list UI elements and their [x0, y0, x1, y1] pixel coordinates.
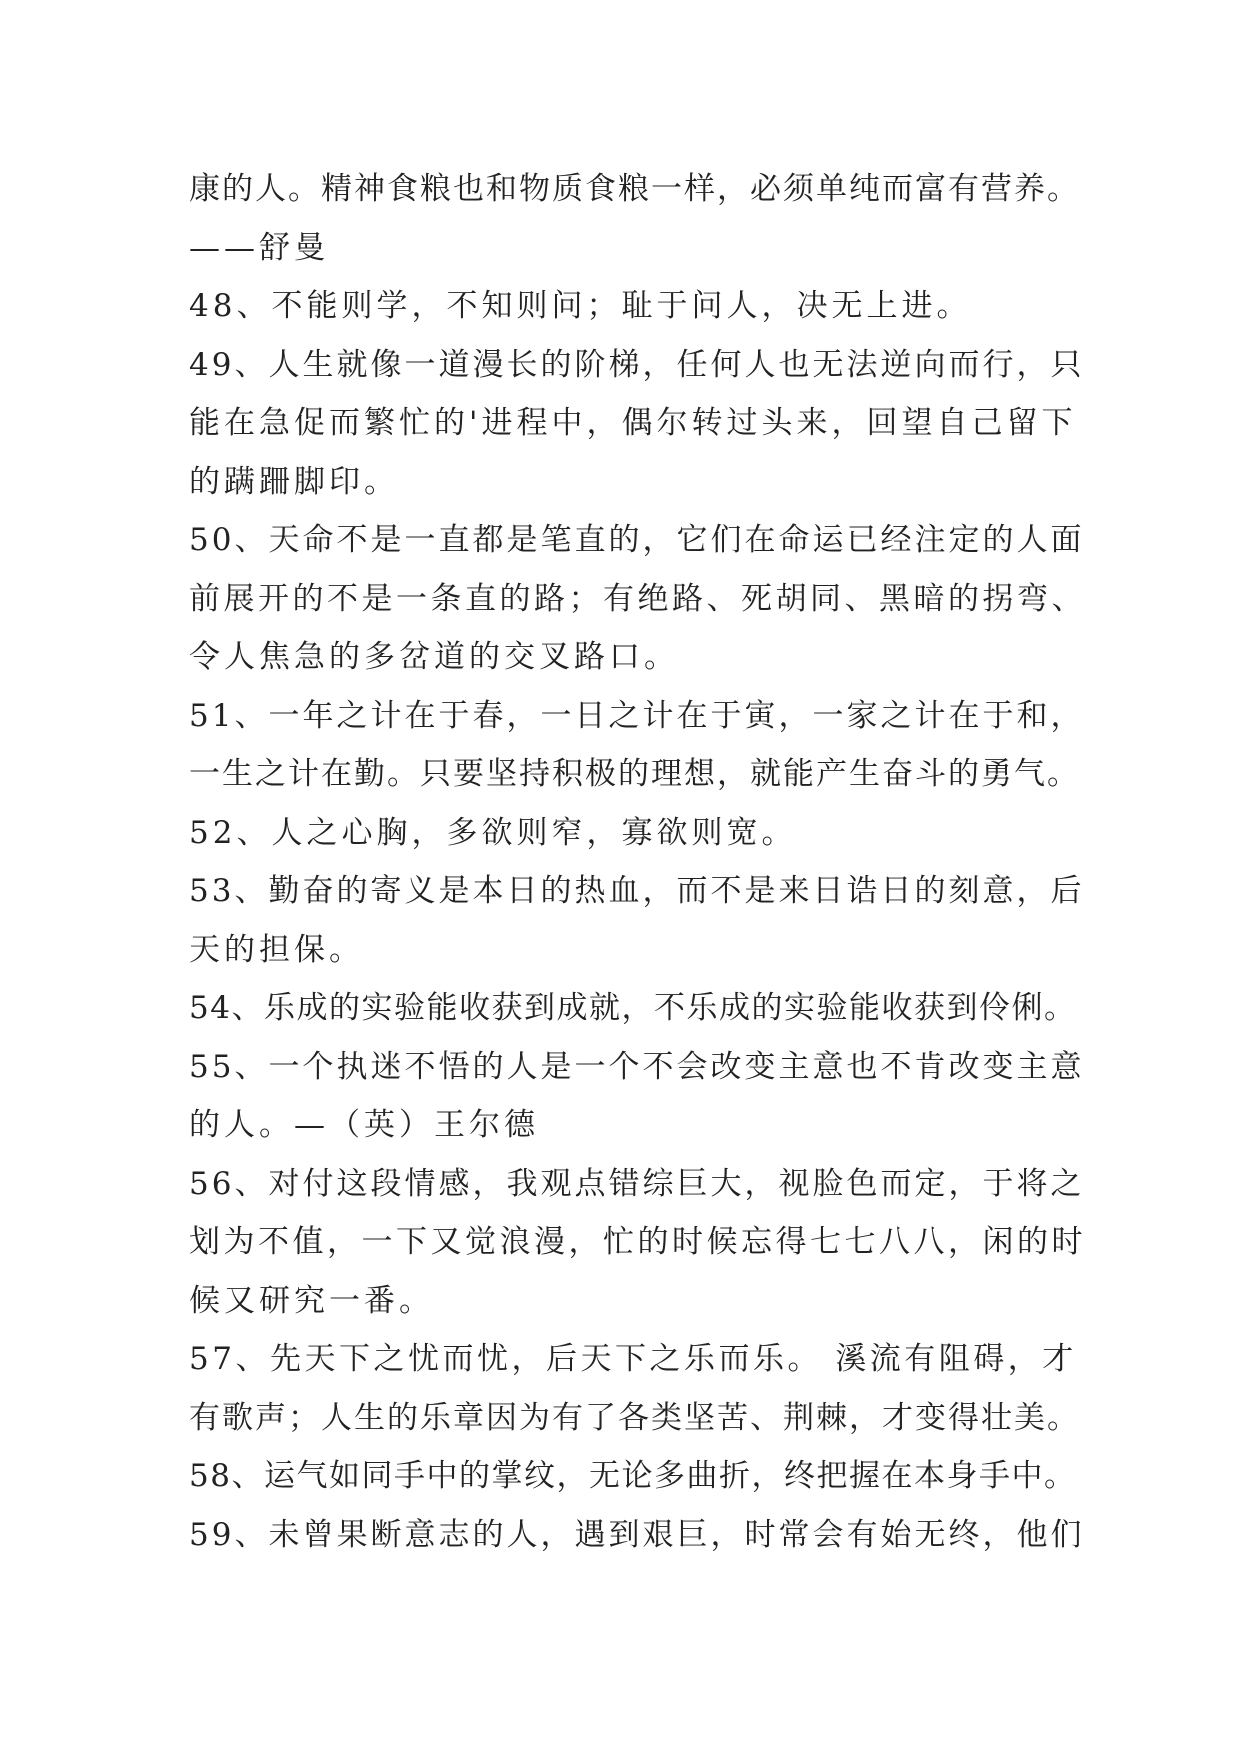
- text-line: 51、一年之计在于春，一日之计在于寅，一家之计在于和，: [189, 697, 1085, 734]
- text-line: 前展开的不是一条直的路；有绝路、死胡同、黑暗的拐弯、: [189, 580, 1086, 617]
- text-line: 57、先天下之忧而忧，后天下之乐而乐。 溪流有阻碍，才: [189, 1341, 1077, 1377]
- text-line: 56、对付这段情感，我观点错综巨大，视脸色而定，于将之: [189, 1165, 1085, 1202]
- text-line: 54、乐成的实验能收获到成就，不乐成的实验能收获到伶俐。: [189, 990, 1077, 1026]
- text-line: 49、人生就像一道漫长的阶梯，任何人也无法逆向而行，只: [189, 346, 1085, 383]
- text-line: 53、勤奋的寄义是本日的热血，而不是来日诰日的刻意，后: [189, 873, 1085, 909]
- text-line: ——舒曼: [189, 229, 329, 266]
- text-line: 52、人之心胸，多欲则窄，寡欲则宽。: [189, 814, 797, 851]
- text-line: 的蹒跚脚印。: [189, 463, 399, 500]
- text-line: 48、不能则学，不知则问；耻于问人，决无上进。: [189, 288, 972, 324]
- document-body: [189, 160, 1089, 1564]
- text-line: 的人。—（英）王尔德: [189, 1107, 539, 1143]
- text-line: 50、天命不是一直都是笔直的，它们在命运已经注定的人面: [189, 522, 1085, 558]
- text-line: 一生之计在勤。只要坚持积极的理想，就能产生奋斗的勇气。: [189, 756, 1080, 792]
- text-line: 能在急促而繁忙的'进程中，偶尔转过头来，回望自己留下: [189, 405, 1077, 441]
- text-line: 58、运气如同手中的掌纹，无论多曲折，终把握在本身手中。: [189, 1458, 1077, 1494]
- text-line: 划为不值，一下又觉浪漫，忙的时候忘得七七八八，闲的时: [189, 1224, 1086, 1260]
- text-line: 令人焦急的多岔道的交叉路口。: [189, 639, 679, 675]
- text-line: 候又研究一番。: [189, 1282, 434, 1319]
- text-line: 天的担保。: [189, 931, 364, 968]
- text-line: 有歌声；人生的乐章因为有了各类坚苦、荆棘，才变得壮美。: [189, 1399, 1080, 1436]
- text-line: 59、未曾果断意志的人，遇到艰巨，时常会有始无终，他们: [189, 1516, 1085, 1553]
- text-line: 康的人。精神食粮也和物质食粮一样，必须单纯而富有营养。: [189, 171, 1080, 207]
- text-line: 55、一个执迷不悟的人是一个不会改变主意也不肯改变主意: [189, 1048, 1085, 1085]
